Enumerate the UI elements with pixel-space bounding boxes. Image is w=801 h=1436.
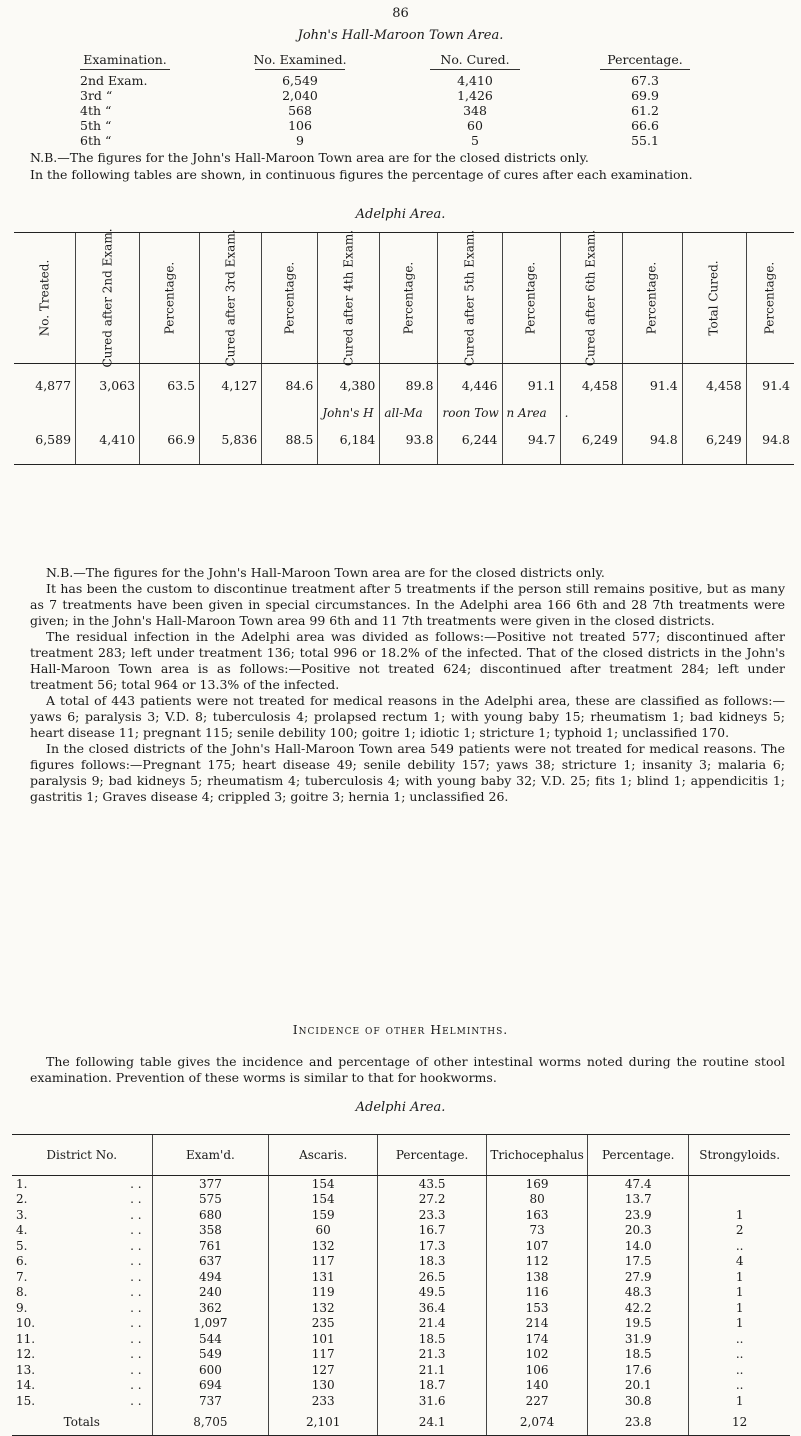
leader-dots: . . bbox=[130, 1316, 142, 1331]
helminth-cell: 1 bbox=[735, 1269, 744, 1284]
district-number: 12. bbox=[16, 1347, 36, 1362]
helminth-cell: 549 bbox=[152, 1347, 269, 1363]
helminth-cell: 60 bbox=[269, 1223, 378, 1239]
helminth-total-cell: Totals bbox=[12, 1409, 152, 1435]
cure-value: 6,249 bbox=[705, 432, 742, 447]
cure-value: 4,458 bbox=[705, 378, 742, 393]
helminth-cell bbox=[12, 1331, 152, 1347]
helminth-cell: 132 bbox=[269, 1238, 378, 1254]
section-title: Adelphi Area. bbox=[355, 207, 446, 222]
helminth-cell: 31.9 bbox=[588, 1331, 689, 1347]
helminth-cell: 20.3 bbox=[588, 1223, 689, 1239]
helminth-cell: 1 bbox=[735, 1393, 744, 1408]
helminth-table-row bbox=[12, 1347, 790, 1363]
helminth-table-row bbox=[12, 1192, 790, 1208]
helminth-header-cell: Trichocephalus bbox=[487, 1135, 588, 1176]
paragraph: A total of 443 patients were not treated for medical reasons in the Adelphi area, these are classified as follows:—yaws 6; paralysis 3; V.D. 8; tuberculosis 4; prolapsed rectum 1; with young baby 15; rheumatism 1; bad kidneys 5; heart disease 11; pregnant 115; senile debility 100; goitre 1; idiotic 1; stricture 1; typhoid 1; unclassified 170. bbox=[30, 693, 785, 740]
cure-value: 94.8 bbox=[649, 432, 678, 447]
cure-body-column bbox=[262, 364, 318, 464]
cure-value: 88.5 bbox=[285, 432, 314, 447]
leader-dots: . . bbox=[130, 1192, 142, 1207]
helminth-cell: .. bbox=[735, 1378, 744, 1393]
exam-table-cell: 1,426 bbox=[457, 88, 493, 103]
helminth-cell: 112 bbox=[487, 1254, 588, 1270]
exam-header-cell: Percentage. bbox=[607, 52, 683, 67]
cure-header-label: Percentage. bbox=[762, 261, 777, 335]
leader-dots: . . bbox=[130, 1254, 142, 1269]
exam-table-cell: 60 bbox=[467, 118, 483, 133]
helminth-cell bbox=[12, 1207, 152, 1223]
helminth-cell: 235 bbox=[269, 1316, 378, 1332]
helminth-cell: 4 bbox=[735, 1254, 744, 1269]
helminth-cell: 154 bbox=[269, 1192, 378, 1208]
cure-value: 4,127 bbox=[221, 378, 258, 393]
district-number: 14. bbox=[16, 1378, 36, 1393]
helminth-table-row bbox=[12, 1378, 790, 1394]
helminth-cell: 116 bbox=[487, 1285, 588, 1301]
exam-table-cell: 4,410 bbox=[457, 73, 493, 88]
section-title: Adelphi Area. bbox=[355, 1100, 446, 1115]
helminth-cell: 227 bbox=[487, 1393, 588, 1409]
cure-header-cell bbox=[438, 229, 502, 367]
cure-table-header bbox=[14, 228, 794, 368]
cure-value: 94.8 bbox=[762, 432, 791, 447]
helminth-cell: 159 bbox=[269, 1207, 378, 1223]
exam-table-row bbox=[40, 103, 760, 118]
exam-header-cell: No. Examined. bbox=[253, 52, 347, 67]
cure-value: 6,589 bbox=[35, 432, 72, 447]
helminth-cell bbox=[12, 1192, 152, 1208]
district-number: 2. bbox=[16, 1192, 28, 1207]
helminth-cell: .. bbox=[735, 1331, 744, 1346]
helminth-cell: 48.3 bbox=[588, 1285, 689, 1301]
cure-value: 6,244 bbox=[461, 432, 498, 447]
helminth-cell bbox=[12, 1285, 152, 1301]
helminth-cell: 21.4 bbox=[378, 1316, 487, 1332]
helminth-cell: 31.6 bbox=[378, 1393, 487, 1409]
helminth-cell: .. bbox=[735, 1238, 744, 1253]
cure-value: 93.8 bbox=[405, 432, 434, 447]
cure-body-column bbox=[623, 364, 683, 464]
district-number: 10. bbox=[16, 1316, 36, 1331]
helminth-cell: 132 bbox=[269, 1300, 378, 1316]
cure-header-cell bbox=[200, 229, 262, 367]
cure-value: 66.9 bbox=[167, 432, 196, 447]
cure-body-column bbox=[438, 364, 502, 464]
cure-value: 4,410 bbox=[99, 432, 136, 447]
cure-header-cell bbox=[14, 233, 76, 363]
body-text bbox=[30, 565, 785, 805]
helminth-table-row bbox=[12, 1269, 790, 1285]
helminth-cell: 23.9 bbox=[588, 1207, 689, 1223]
helminth-cell: 18.7 bbox=[378, 1378, 487, 1394]
helminth-cell: 19.5 bbox=[588, 1316, 689, 1332]
helminth-cell: 49.5 bbox=[378, 1285, 487, 1301]
helminth-cell bbox=[689, 1192, 790, 1208]
helminth-cell: .. bbox=[735, 1347, 744, 1362]
leader-dots: . . bbox=[130, 1223, 142, 1238]
helminth-cell: 600 bbox=[152, 1362, 269, 1378]
leader-dots: . . bbox=[130, 1207, 142, 1222]
exam-header-cell: Examination. bbox=[83, 52, 167, 67]
helminth-cell: 169 bbox=[487, 1176, 588, 1192]
helminth-cell: 117 bbox=[269, 1254, 378, 1270]
cure-header-label: No. Treated. bbox=[37, 259, 52, 337]
helminth-cell: 214 bbox=[487, 1316, 588, 1332]
cure-table-body bbox=[14, 364, 794, 464]
district-number: 8. bbox=[16, 1285, 28, 1300]
cure-header-cell bbox=[140, 233, 200, 363]
exam-table-cell: 5th “ bbox=[80, 118, 112, 133]
helminth-cell: 174 bbox=[487, 1331, 588, 1347]
cure-overlay-text: n Area bbox=[506, 406, 547, 420]
helminth-cell bbox=[12, 1269, 152, 1285]
cure-value: 89.8 bbox=[405, 378, 434, 393]
leader-dots: . . bbox=[130, 1378, 142, 1393]
helminth-cell: 17.3 bbox=[378, 1238, 487, 1254]
helminth-cell: 637 bbox=[152, 1254, 269, 1270]
district-number: 7. bbox=[16, 1269, 28, 1284]
exam-table-row bbox=[40, 73, 760, 88]
helminth-cell: 1,097 bbox=[152, 1316, 269, 1332]
exam-table-cell: 568 bbox=[288, 103, 312, 118]
cure-body-column bbox=[14, 364, 76, 464]
cure-body-column bbox=[200, 364, 262, 464]
exam-table-cell: 348 bbox=[463, 103, 487, 118]
cure-body-column bbox=[683, 364, 747, 464]
helminth-cell: 127 bbox=[269, 1362, 378, 1378]
cure-body-column bbox=[76, 364, 140, 464]
cure-body-column bbox=[318, 364, 380, 464]
page-number: 86 bbox=[392, 6, 409, 21]
helminth-cell: 21.1 bbox=[378, 1362, 487, 1378]
helminth-header-cell: District No. bbox=[12, 1135, 152, 1176]
helminth-header-cell: Ascaris. bbox=[269, 1135, 378, 1176]
exam-table-row bbox=[40, 88, 760, 103]
exam-table-row bbox=[40, 133, 760, 148]
helminth-cell: 26.5 bbox=[378, 1269, 487, 1285]
helminth-cell bbox=[689, 1176, 790, 1192]
helminth-cell bbox=[12, 1347, 152, 1363]
leader-dots: . . bbox=[130, 1300, 142, 1315]
helminth-cell: 30.8 bbox=[588, 1393, 689, 1409]
helminth-cell: 36.4 bbox=[378, 1300, 487, 1316]
cure-header-cell bbox=[76, 228, 140, 368]
helminth-cell: 233 bbox=[269, 1393, 378, 1409]
helminth-header-cell: Percentage. bbox=[588, 1135, 689, 1176]
cure-value: 6,184 bbox=[339, 432, 376, 447]
helminth-table-row bbox=[12, 1362, 790, 1378]
helminth-cell: 2 bbox=[735, 1223, 744, 1238]
helminth-table-header bbox=[12, 1135, 790, 1176]
helminth-cell: 16.7 bbox=[378, 1223, 487, 1239]
cure-value: 63.5 bbox=[167, 378, 196, 393]
helminth-cell: 154 bbox=[269, 1176, 378, 1192]
helminth-cell: 43.5 bbox=[378, 1176, 487, 1192]
helminth-cell: 117 bbox=[269, 1347, 378, 1363]
exam-table-cell: 106 bbox=[288, 118, 312, 133]
exam-table-row bbox=[40, 118, 760, 133]
helminth-cell: 140 bbox=[487, 1378, 588, 1394]
cure-overlay-text: John's H bbox=[322, 406, 374, 420]
cure-table bbox=[14, 228, 794, 465]
district-number: 1. bbox=[16, 1176, 28, 1191]
helminth-table-row bbox=[12, 1238, 790, 1254]
cure-value: 84.6 bbox=[285, 378, 314, 393]
leader-dots: . . bbox=[130, 1285, 142, 1300]
cure-header-cell bbox=[262, 233, 318, 363]
cure-header-label: Cured after 3rd Exam. bbox=[223, 229, 238, 367]
helminth-header-cell: Exam'd. bbox=[152, 1135, 269, 1176]
helminth-total-cell: 12 bbox=[732, 1414, 748, 1429]
helminth-cell bbox=[12, 1176, 152, 1192]
cure-overlay-text: . bbox=[564, 406, 569, 420]
helminth-cell bbox=[12, 1238, 152, 1254]
helminth-cell: 27.2 bbox=[378, 1192, 487, 1208]
exam-table-header bbox=[40, 52, 760, 73]
cure-header-cell bbox=[683, 233, 747, 363]
paragraph: In the closed districts of the John's Hall-Maroon Town area 549 patients were not treated for medical reasons. The figures follows:—Pregnant 175; heart disease 49; senile debility 157; yaws 38; stricture 1; insanity 3; malaria 6; paralysis 9; bad kidneys 5; rheumatism 4; tuberculosis 4; with young baby 32; V.D. 25; fits 1; blind 1; appendicitis 1; gastritis 1; Graves disease 4; crippled 3; goitre 3; hernia 1; unclassified 26. bbox=[30, 741, 785, 804]
helminth-table-row bbox=[12, 1300, 790, 1316]
cure-overlay-text: all-Ma bbox=[384, 406, 423, 420]
helminth-cell: 80 bbox=[487, 1192, 588, 1208]
helminth-cell: 138 bbox=[487, 1269, 588, 1285]
helminth-total-cell: 8,705 bbox=[152, 1409, 269, 1435]
cure-value: 91.4 bbox=[762, 378, 791, 393]
helminth-total-cell: 2,101 bbox=[269, 1409, 378, 1435]
helminth-cell bbox=[12, 1300, 152, 1316]
helminth-total-cell: 24.1 bbox=[378, 1409, 487, 1435]
leader-dots: . . bbox=[130, 1362, 142, 1377]
helminth-cell: 23.3 bbox=[378, 1207, 487, 1223]
leader-dots: . . bbox=[130, 1176, 142, 1191]
cure-body-column bbox=[380, 364, 438, 464]
exam-table-cell: 6,549 bbox=[282, 73, 318, 88]
helminth-cell bbox=[12, 1254, 152, 1270]
helminth-cell: 1 bbox=[735, 1300, 744, 1315]
helminth-cell: 119 bbox=[269, 1285, 378, 1301]
helminth-cell: 21.3 bbox=[378, 1347, 487, 1363]
helminth-cell: 761 bbox=[152, 1238, 269, 1254]
cure-header-cell bbox=[380, 233, 438, 363]
helminth-cell: 494 bbox=[152, 1269, 269, 1285]
helminth-cell: 18.3 bbox=[378, 1254, 487, 1270]
exam-table-cell: 69.9 bbox=[631, 88, 659, 103]
helminth-cell: 153 bbox=[487, 1300, 588, 1316]
helminth-cell bbox=[12, 1362, 152, 1378]
helminth-cell bbox=[12, 1223, 152, 1239]
helminth-table-row bbox=[12, 1331, 790, 1347]
cure-value: 3,063 bbox=[99, 378, 136, 393]
cure-header-label: Percentage. bbox=[401, 261, 416, 335]
helminth-cell: 42.2 bbox=[588, 1300, 689, 1316]
cure-value: 5,836 bbox=[221, 432, 258, 447]
paragraph: N.B.—The figures for the John's Hall-Maroon Town area are for the closed districts only. bbox=[46, 565, 605, 580]
helminth-cell: 20.1 bbox=[588, 1378, 689, 1394]
cure-header-label: Cured after 5th Exam. bbox=[462, 229, 477, 367]
exam-table-cell: 61.2 bbox=[631, 103, 659, 118]
cure-header-cell bbox=[561, 229, 623, 367]
note-closed-districts: N.B.—The figures for the John's Hall-Maroon Town area are for the closed districts only. bbox=[30, 150, 589, 165]
cure-header-label: Cured after 2nd Exam. bbox=[100, 228, 115, 368]
cure-body-column bbox=[140, 364, 200, 464]
cure-header-label: Total Cured. bbox=[706, 260, 721, 336]
leader-dots: . . bbox=[130, 1331, 142, 1346]
cure-value: 94.7 bbox=[527, 432, 556, 447]
district-number: 6. bbox=[16, 1254, 28, 1269]
helminth-cell: 106 bbox=[487, 1362, 588, 1378]
helminth-cell: 163 bbox=[487, 1207, 588, 1223]
cure-value: 91.4 bbox=[649, 378, 678, 393]
helminth-header-cell: Percentage. bbox=[378, 1135, 487, 1176]
helminth-cell: 102 bbox=[487, 1347, 588, 1363]
exam-table bbox=[40, 52, 760, 148]
exam-header-cell: No. Cured. bbox=[440, 52, 510, 67]
district-number: 3. bbox=[16, 1207, 28, 1222]
cure-header-label: Percentage. bbox=[644, 261, 659, 335]
helminth-table-row bbox=[12, 1393, 790, 1409]
cure-body-column bbox=[747, 364, 794, 464]
exam-table-cell: 3rd “ bbox=[80, 88, 113, 103]
cure-value: 91.1 bbox=[527, 378, 556, 393]
helminth-cell: 27.9 bbox=[588, 1269, 689, 1285]
leader-dots: . . bbox=[130, 1393, 142, 1408]
exam-table-cell: 2nd Exam. bbox=[80, 73, 148, 88]
exam-table-cell: 9 bbox=[296, 133, 304, 148]
helminth-header-cell: Strongyloids. bbox=[689, 1135, 790, 1176]
helminth-total-cell: 2,074 bbox=[487, 1409, 588, 1435]
helminth-cell: 680 bbox=[152, 1207, 269, 1223]
helminths-intro bbox=[30, 1054, 785, 1086]
helminth-table-row bbox=[12, 1223, 790, 1239]
cure-header-label: Percentage. bbox=[282, 261, 297, 335]
helminth-cell: 18.5 bbox=[588, 1347, 689, 1363]
helminth-totals-row bbox=[12, 1409, 790, 1435]
paragraph: The following table gives the incidence and percentage of other intestinal worms noted during the routine stool examination. Prevention of these worms is similar to that for hookworms. bbox=[30, 1054, 785, 1085]
exam-table-cell: 55.1 bbox=[631, 133, 659, 148]
helminth-cell: 544 bbox=[152, 1331, 269, 1347]
district-number: 4. bbox=[16, 1223, 28, 1238]
exam-table-cell: 4th “ bbox=[80, 103, 112, 118]
helminth-table-row bbox=[12, 1316, 790, 1332]
cure-value: 4,380 bbox=[339, 378, 376, 393]
leader-dots: . . bbox=[130, 1269, 142, 1284]
exam-table-cell: 2,040 bbox=[282, 88, 318, 103]
cure-value: 4,458 bbox=[581, 378, 618, 393]
paragraph: It has been the custom to discontinue treatment after 5 treatments if the person still remains positive, but as many as 7 treatments have been given in special circumstances. In the Adelphi area 166 6th and 28 7th treatments were given; in the John's Hall-Maroon Town area 99 6th and 11 7th treatments were given in the closed districts. bbox=[30, 581, 785, 628]
helminth-cell: 1 bbox=[735, 1285, 744, 1300]
helminth-cell: 358 bbox=[152, 1223, 269, 1239]
helminth-cell: 694 bbox=[152, 1378, 269, 1394]
helminth-cell: 130 bbox=[269, 1378, 378, 1394]
helminth-cell: 362 bbox=[152, 1300, 269, 1316]
district-number: 11. bbox=[16, 1331, 36, 1346]
cure-body-column bbox=[561, 364, 623, 464]
leader-dots: . . bbox=[130, 1347, 142, 1362]
helminth-cell: 107 bbox=[487, 1238, 588, 1254]
cure-header-label: Cured after 4th Exam. bbox=[341, 229, 356, 367]
helminth-cell: 13.7 bbox=[588, 1192, 689, 1208]
cure-overlay-text: roon Tow bbox=[442, 406, 499, 420]
helminth-cell bbox=[12, 1316, 152, 1332]
helminth-cell: 101 bbox=[269, 1331, 378, 1347]
district-number: 15. bbox=[16, 1393, 36, 1408]
helminth-table-row bbox=[12, 1285, 790, 1301]
cure-header-cell bbox=[623, 233, 683, 363]
cure-header-label: Percentage. bbox=[162, 261, 177, 335]
helminth-table-row bbox=[12, 1207, 790, 1223]
helminth-cell: 17.5 bbox=[588, 1254, 689, 1270]
district-number: 5. bbox=[16, 1238, 28, 1253]
helminth-table-row bbox=[12, 1176, 790, 1192]
leader-dots: . . bbox=[130, 1238, 142, 1253]
cure-header-cell bbox=[747, 233, 794, 363]
paragraph: The residual infection in the Adelphi area was divided as follows:—Positive not treated 577; discontinued after treatment 283; left under treatment 136; total 996 or 18.2% of the infected. That of the closed districts in the John's Hall-Maroon Town area is as follows:—Positive not treated 624; discontinued after treatment 284; left under treatment 56; total 964 or 13.3% of the infected. bbox=[30, 629, 785, 692]
helminth-cell: 18.5 bbox=[378, 1331, 487, 1347]
helminth-cell: .. bbox=[735, 1362, 744, 1377]
helminth-cell: 131 bbox=[269, 1269, 378, 1285]
helminth-total-cell: 23.8 bbox=[588, 1409, 689, 1435]
helminth-cell: 73 bbox=[487, 1223, 588, 1239]
helminth-cell: 737 bbox=[152, 1393, 269, 1409]
helminth-cell: 47.4 bbox=[588, 1176, 689, 1192]
helminth-cell: 14.0 bbox=[588, 1238, 689, 1254]
helminth-table bbox=[12, 1134, 790, 1436]
helminth-cell: 240 bbox=[152, 1285, 269, 1301]
helminth-cell: 1 bbox=[735, 1207, 744, 1222]
cure-header-cell bbox=[503, 233, 561, 363]
cure-header-label: Cured after 6th Exam. bbox=[583, 229, 598, 367]
helminth-cell: 377 bbox=[152, 1176, 269, 1192]
helminth-table-row bbox=[12, 1254, 790, 1270]
note-continuous-figures: In the following tables are shown, in continuous figures the percentage of cures after each examination. bbox=[30, 167, 693, 182]
section-title: John's Hall-Maroon Town Area. bbox=[297, 28, 504, 43]
exam-table-cell: 6th “ bbox=[80, 133, 112, 148]
helminth-cell bbox=[12, 1393, 152, 1409]
helminths-heading: Incidence of other Helminths. bbox=[292, 1022, 509, 1037]
cure-value: 4,877 bbox=[35, 378, 72, 393]
helminth-cell: 1 bbox=[735, 1316, 744, 1331]
district-number: 13. bbox=[16, 1362, 36, 1377]
exam-table-cell: 66.6 bbox=[631, 118, 659, 133]
helminth-cell: 17.6 bbox=[588, 1362, 689, 1378]
district-number: 9. bbox=[16, 1300, 28, 1315]
cure-header-label: Percentage. bbox=[523, 261, 538, 335]
cure-value: 6,249 bbox=[581, 432, 618, 447]
cure-header-cell bbox=[318, 229, 380, 367]
exam-table-cell: 67.3 bbox=[631, 73, 659, 88]
cure-value: 4,446 bbox=[461, 378, 498, 393]
exam-table-cell: 5 bbox=[471, 133, 479, 148]
helminth-cell: 575 bbox=[152, 1192, 269, 1208]
helminth-cell bbox=[12, 1378, 152, 1394]
cure-body-column bbox=[503, 364, 561, 464]
